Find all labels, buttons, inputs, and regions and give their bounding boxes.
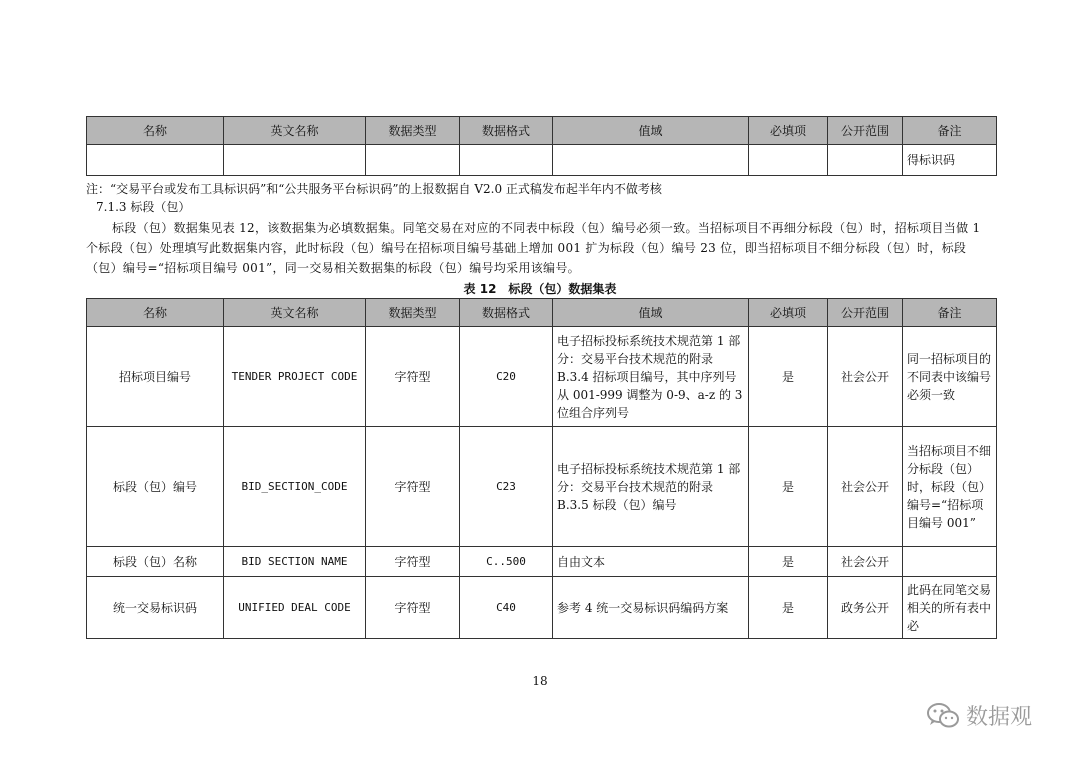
- cell-format: C20: [460, 327, 553, 427]
- cell-format: C..500: [460, 547, 553, 577]
- cell-required: 是: [749, 427, 828, 547]
- table-caption: 表 12 标段（包）数据集表: [463, 282, 617, 296]
- column-header: 数据类型: [366, 117, 460, 145]
- cell-scope: [828, 145, 903, 176]
- cell-remark: 同一招标项目的不同表中该编号必须一致: [903, 327, 997, 427]
- cell-domain: 参考 4 统一交易标识码编码方案: [553, 577, 749, 639]
- data-table-top: [86, 116, 997, 176]
- wechat-icon: [926, 701, 960, 731]
- column-header: 数据类型: [366, 299, 460, 327]
- page-number: 18: [532, 674, 548, 688]
- cell-scope: 社会公开: [828, 327, 903, 427]
- cell-domain: 电子招标投标系统技术规范第 1 部分：交易平台技术规范的附录 B.3.4 招标项目编号，其中序列号从 001-999 调整为 0-9、a-z 的 3 位组合序列号: [553, 327, 749, 427]
- column-header: 备注: [903, 117, 997, 145]
- column-header: 数据格式: [460, 117, 553, 145]
- section-heading: 7.1.3 标段（包）: [96, 200, 191, 214]
- cell-remark: 得标识码: [903, 145, 997, 176]
- column-header: 必填项: [749, 117, 828, 145]
- cell-format: [460, 145, 553, 176]
- cell-type: 字符型: [366, 427, 460, 547]
- column-header: 数据格式: [460, 299, 553, 327]
- column-header: 名称: [87, 299, 224, 327]
- cell-required: 是: [749, 577, 828, 639]
- cell-required: 是: [749, 327, 828, 427]
- cell-domain: 电子招标投标系统技术规范第 1 部分：交易平台技术规范的附录 B.3.5 标段（包）编号: [553, 427, 749, 547]
- column-header: 必填项: [749, 299, 828, 327]
- cell-remark: [903, 547, 997, 577]
- cell-english: BID SECTION NAME: [224, 547, 366, 577]
- table-header-row: [87, 299, 997, 327]
- cell-type: 字符型: [366, 327, 460, 427]
- cell-type: 字符型: [366, 547, 460, 577]
- cell-scope: 政务公开: [828, 577, 903, 639]
- table-row: [87, 547, 997, 577]
- watermark-text: 数据观: [966, 705, 1033, 730]
- column-header: 备注: [903, 299, 997, 327]
- column-header: 名称: [87, 117, 224, 145]
- cell-format: C40: [460, 577, 553, 639]
- table-row: [87, 327, 997, 427]
- cell-english: [224, 145, 366, 176]
- cell-scope: 社会公开: [828, 547, 903, 577]
- table-row: [87, 145, 997, 176]
- cell-remark: 当招标项目不细分标段（包）时，标段（包）编号=“招标项目编号 001”: [903, 427, 997, 547]
- cell-name: 标段（包）名称: [87, 547, 224, 577]
- cell-remark: 此码在同笔交易相关的所有表中必: [903, 577, 997, 639]
- cell-domain: 自由文本: [553, 547, 749, 577]
- table-row: [87, 427, 997, 547]
- cell-required: [749, 145, 828, 176]
- data-table-bid-section: [86, 298, 997, 639]
- cell-english: TENDER PROJECT CODE: [224, 327, 366, 427]
- column-header: 英文名称: [224, 299, 366, 327]
- body-paragraph: 标段（包）数据集见表 12，该数据集为必填数据集。同笔交易在对应的不同表中标段（包）编号必须一致。当招标项目不再细分标段（包）时，招标项目当做 1 个标段（包）处理填写此数据集内容，此时标段（包）编号在招标项目编号基础上增加 001 扩为标段（包）编号 23 位，即当招标项目不细分标段（包）时，标段（包）编号=“招标项目编号 001”，同一交易相关数据集的标段（包）编号均采用该编号。: [86, 221, 981, 275]
- watermark: [926, 700, 1032, 731]
- cell-name: 招标项目编号: [87, 327, 224, 427]
- cell-required: 是: [749, 547, 828, 577]
- table-row: [87, 577, 997, 639]
- cell-type: [366, 145, 460, 176]
- column-header: 公开范围: [828, 117, 903, 145]
- cell-name: [87, 145, 224, 176]
- cell-domain: [553, 145, 749, 176]
- cell-name: 统一交易标识码: [87, 577, 224, 639]
- column-header: 英文名称: [224, 117, 366, 145]
- table-header-row: [87, 117, 997, 145]
- cell-type: 字符型: [366, 577, 460, 639]
- cell-name: 标段（包）编号: [87, 427, 224, 547]
- column-header: 值域: [553, 299, 749, 327]
- column-header: 公开范围: [828, 299, 903, 327]
- cell-format: C23: [460, 427, 553, 547]
- column-header: 值域: [553, 117, 749, 145]
- cell-scope: 社会公开: [828, 427, 903, 547]
- cell-english: BID_SECTION_CODE: [224, 427, 366, 547]
- cell-english: UNIFIED DEAL CODE: [224, 577, 366, 639]
- footnote: 注：“交易平台或发布工具标识码”和“公共服务平台标识码”的上报数据自 V2.0 正式稿发布起半年内不做考核: [86, 182, 662, 196]
